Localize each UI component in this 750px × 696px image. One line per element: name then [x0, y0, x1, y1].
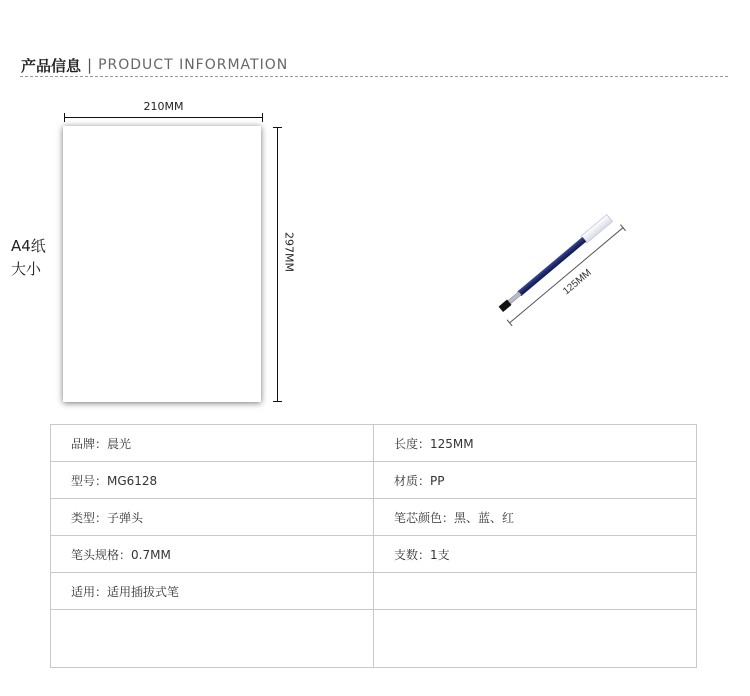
width-tick-right [262, 113, 263, 122]
spec-empty-cell [374, 610, 697, 668]
section-title-en: PRODUCT INFORMATION [98, 57, 289, 73]
spec-material: 材质：PP [374, 462, 697, 499]
paper-height-line [277, 127, 278, 402]
title-separator: | [87, 56, 93, 74]
paper-height-label: 297MM [282, 232, 296, 272]
refill-image [450, 175, 660, 355]
section-header [21, 55, 288, 75]
caption-line-2: 大小 [11, 260, 42, 278]
width-tick-left [64, 113, 65, 122]
spec-brand: 品牌：晨光 [51, 425, 374, 462]
spec-table [50, 424, 697, 668]
table-row [51, 573, 697, 610]
table-row [51, 425, 697, 462]
spec-quantity: 支数：1支 [374, 536, 697, 573]
caption-line-1: A4纸 [11, 237, 46, 255]
spec-empty-cell [374, 573, 697, 610]
paper-width-line [64, 117, 263, 118]
spec-length: 长度：125MM [374, 425, 697, 462]
table-row [51, 499, 697, 536]
refill-length-label: 125MM [561, 267, 594, 298]
height-tick-bottom [273, 401, 282, 402]
spec-tip-size: 笔头规格：0.7MM [51, 536, 374, 573]
table-row [51, 462, 697, 499]
a4-paper-image [63, 126, 261, 402]
spec-model: 型号：MG6128 [51, 462, 374, 499]
height-tick-top [273, 127, 282, 128]
refill-dim-line [510, 228, 623, 323]
refill-cap [581, 215, 613, 244]
paper-width-label: 210MM [143, 100, 184, 113]
table-row [51, 536, 697, 573]
spec-compatibility: 适用：适用插拔式笔 [51, 573, 374, 610]
spec-type: 类型：子弹头 [51, 499, 374, 536]
spec-empty-cell [51, 610, 374, 668]
spec-ink-colors: 笔芯颜色：黑、蓝、红 [374, 499, 697, 536]
header-divider [20, 76, 728, 77]
section-title-cn: 产品信息 [21, 56, 82, 75]
table-row [51, 610, 697, 668]
paper-size-caption [11, 235, 46, 281]
